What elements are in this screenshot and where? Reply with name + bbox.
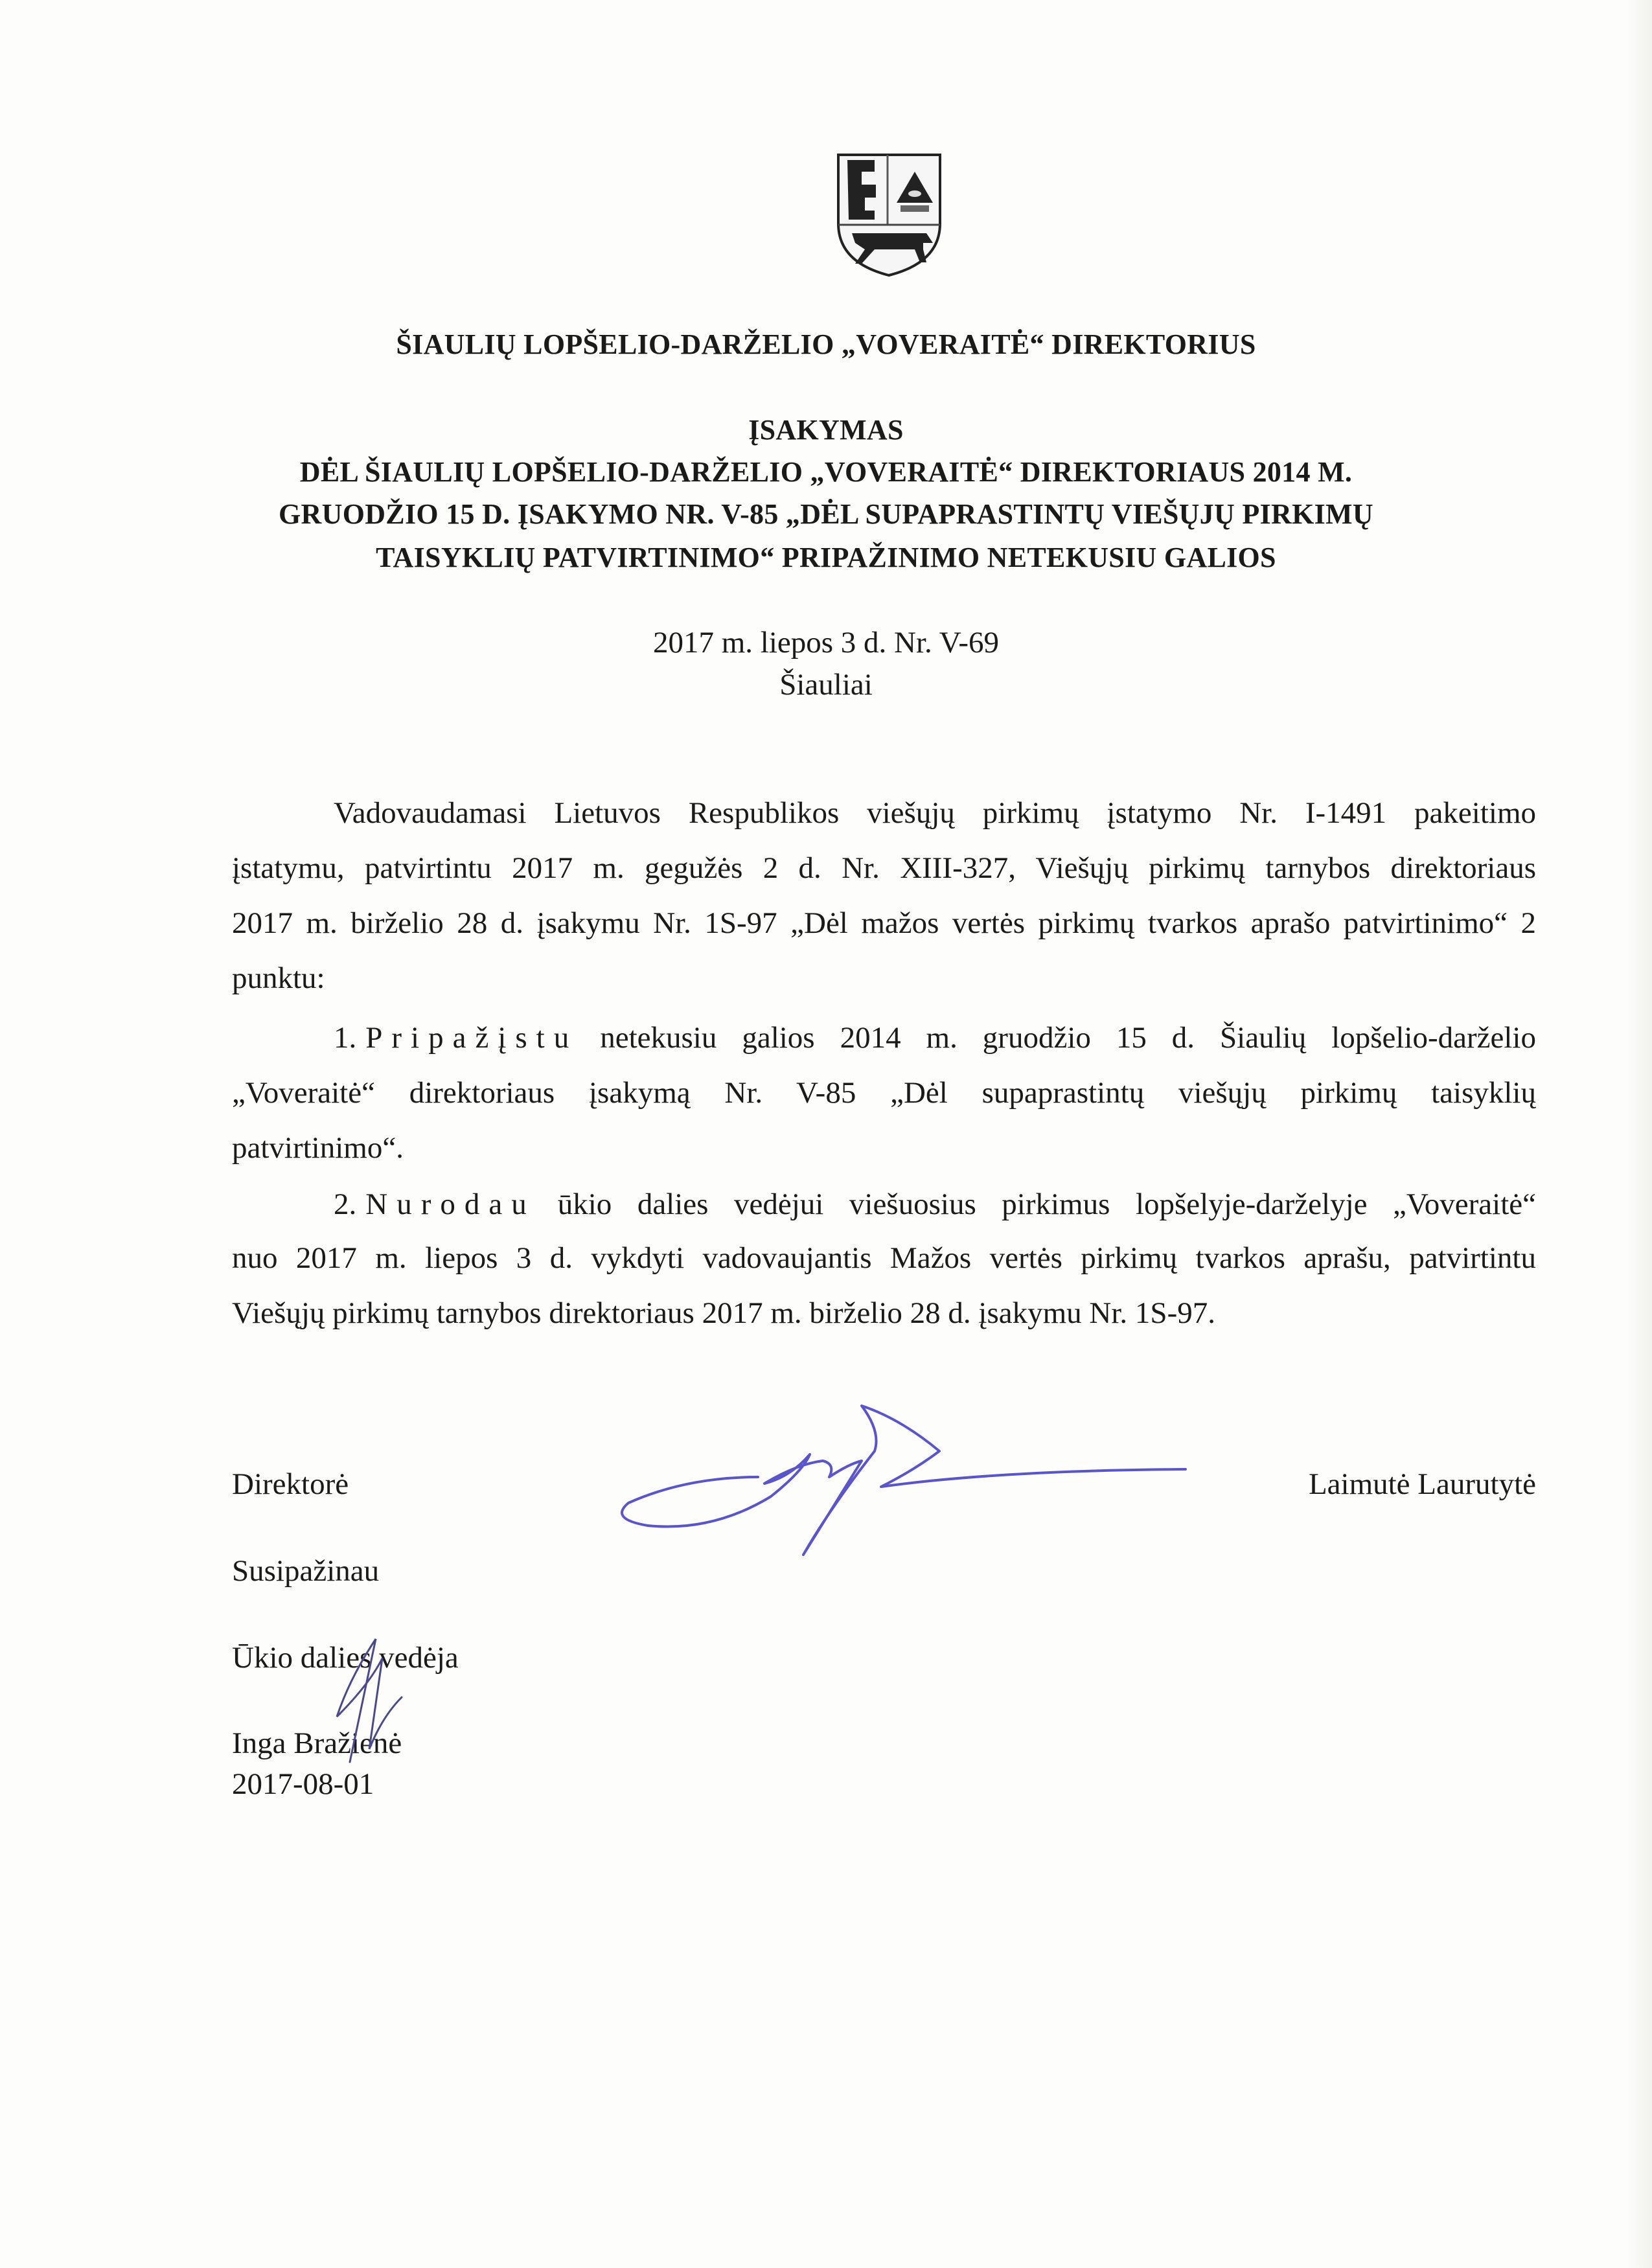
body-line: punktu: — [232, 961, 325, 995]
title-line: TAISYKLIŲ PATVIRTINIMO“ PRIPAŽINIMO NETEKUSIU GALIOS — [376, 542, 1276, 573]
director-signature — [609, 1393, 1192, 1561]
body-line: patvirtinimo“. — [232, 1131, 404, 1165]
item-2-first-line — [334, 1187, 1536, 1222]
acknowledger-name: Inga Bražienė — [232, 1726, 402, 1760]
body-line: ūkio dalies vedėjui viešuosius pirkimus lopšelyje-darželyje „Voveraitė“ — [557, 1187, 1536, 1221]
item-1-first-line — [334, 1020, 1536, 1055]
body-line: 2017 m. birželio 28 d. įsakymu Nr. 1S-97 „Dėl mažos vertės pirkimų tvarkos aprašo patvirtinimo“ 2 — [232, 906, 1536, 940]
document-type: ĮSAKYMAS — [748, 414, 904, 446]
acknowledgement-date: 2017-08-01 — [232, 1767, 374, 1801]
item-number: 2. — [334, 1187, 357, 1221]
city-crest-logo — [836, 152, 943, 279]
acknowledgement-label: Susipažinau — [232, 1554, 380, 1588]
body-line: „Voveraitė“ direktoriaus įsakymą Nr. V-85 „Dėl supaprastintų viešųjų pirkimų taisyklių — [232, 1076, 1536, 1110]
title-line: GRUODŽIO 15 D. ĮSAKYMO NR. V-85 „DĖL SUPAPRASTINTŲ VIEŠŲJŲ PIRKIMŲ — [279, 498, 1373, 530]
acknowledger-signature — [311, 1620, 415, 1775]
item-verb: Pripažįstu — [365, 1021, 579, 1055]
body-line: Viešųjų pirkimų tarnybos direktoriaus 2017 m. birželio 28 d. įsakymu Nr. 1S-97. — [232, 1296, 1215, 1330]
item-verb: Nurodau — [365, 1187, 536, 1221]
institution-header: ŠIAULIŲ LOPŠELIO-DARŽELIO „VOVERAITĖ“ DIREKTORIUS — [396, 328, 1256, 360]
signatory-position: Direktorė — [232, 1467, 349, 1501]
acknowledger-position: Ūkio dalies vedėja — [232, 1641, 459, 1675]
signatory-name: Laimutė Laurutytė — [1308, 1467, 1536, 1501]
body-line: įstatymu, patvirtintu 2017 m. gegužės 2 d. Nr. XIII-327, Viešųjų pirkimų tarnybos direktoriaus — [232, 851, 1536, 885]
place: Šiauliai — [779, 668, 873, 702]
body-line: Vadovaudamasi Lietuvos Respublikos viešųjų pirkimų įstatymo Nr. I-1491 pakeitimo — [334, 796, 1536, 830]
body-line: netekusiu galios 2014 m. gruodžio 15 d. Šiaulių lopšelio-darželio — [600, 1021, 1536, 1055]
item-number: 1. — [334, 1021, 357, 1055]
body-line: nuo 2017 m. liepos 3 d. vykdyti vadovaujantis Mažos vertės pirkimų tvarkos aprašu, patvirtintu — [232, 1241, 1536, 1275]
title-line: DĖL ŠIAULIŲ LOPŠELIO-DARŽELIO „VOVERAITĖ“ DIREKTORIAUS 2014 M. — [299, 456, 1353, 488]
date-number: 2017 m. liepos 3 d. Nr. V-69 — [652, 626, 999, 659]
